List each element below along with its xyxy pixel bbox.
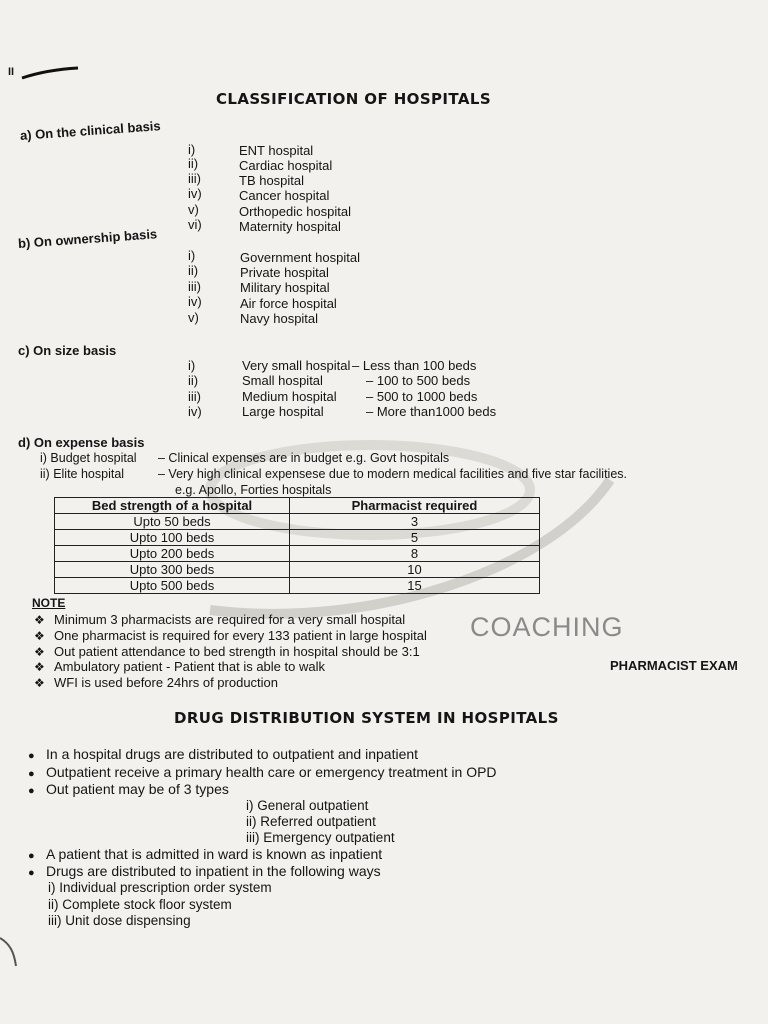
section-label-size: c) On size basis xyxy=(18,343,117,358)
bullet-text: A patient that is admitted in ward is known as inpatient xyxy=(46,846,383,862)
bullet-dot-icon: ● xyxy=(28,867,35,879)
note-line xyxy=(34,612,405,627)
size-name: Small hospital xyxy=(242,373,323,388)
roman-numeral: iv) xyxy=(188,294,202,309)
corner-swoosh xyxy=(20,66,80,80)
roman-numeral: ii) xyxy=(188,373,199,388)
roman-numeral: i) xyxy=(188,248,196,263)
bullet-item xyxy=(28,846,382,862)
diamond-bullet-icon: ❖ xyxy=(34,676,45,690)
table-cell: 5 xyxy=(290,530,540,546)
note-text: WFI is used before 24hrs of production xyxy=(54,675,279,690)
size-name: Medium hospital xyxy=(242,389,337,404)
list-item: Maternity hospital xyxy=(239,219,341,234)
table-cell: Upto 100 beds xyxy=(55,530,290,546)
expense-type: ii) Elite hospital xyxy=(40,467,125,481)
roman-numeral: v) xyxy=(188,310,199,325)
roman-numeral: i) xyxy=(188,142,196,157)
note-text: Out patient attendance to bed strength in hospital should be 3:1 xyxy=(54,644,420,659)
diamond-bullet-icon: ❖ xyxy=(34,660,45,674)
table-cell: 3 xyxy=(290,514,540,530)
table-cell: 8 xyxy=(290,546,540,562)
table-cell: Upto 300 beds xyxy=(55,562,290,578)
list-item: TB hospital xyxy=(239,173,305,188)
table-row xyxy=(55,530,540,546)
pharmacist-table xyxy=(54,497,540,594)
table-header-row xyxy=(55,498,540,514)
list-item: Private hospital xyxy=(240,265,329,280)
note-title: NOTE xyxy=(32,596,66,610)
roman-numeral: vi) xyxy=(188,217,202,232)
section-label-clinical: a) On the clinical basis xyxy=(19,118,162,143)
roman-numeral: iv) xyxy=(188,186,202,201)
bullet-dot-icon: ● xyxy=(28,785,35,797)
expense-detail: e.g. Apollo, Forties hospitals xyxy=(175,483,332,497)
distribution-way: ii) Complete stock floor system xyxy=(48,897,232,912)
section-title: DRUG DISTRIBUTION SYSTEM IN HOSPITALS xyxy=(174,709,559,727)
bullet-text: Drugs are distributed to inpatient in the following ways xyxy=(46,863,381,879)
bullet-item xyxy=(28,781,229,797)
corner-mark: II xyxy=(8,66,15,78)
size-detail: – 500 to 1000 beds xyxy=(366,389,478,404)
note-text: Ambulatory patient - Patient that is able to walk xyxy=(54,659,325,674)
list-item: Cancer hospital xyxy=(239,188,330,203)
outpatient-type: iii) Emergency outpatient xyxy=(246,830,395,845)
size-detail: – Less than 100 beds xyxy=(352,358,477,373)
coaching-watermark: COACHING xyxy=(470,612,624,642)
table-header-cell: Pharmacist required xyxy=(290,498,540,514)
note-text: Minimum 3 pharmacists are required for a very small hospital xyxy=(54,612,406,627)
section-label-ownership: b) On ownership basis xyxy=(17,226,158,251)
list-item: Cardiac hospital xyxy=(239,158,333,173)
roman-numeral: ii) xyxy=(188,156,199,171)
diamond-bullet-icon: ❖ xyxy=(34,645,45,659)
bullet-dot-icon: ● xyxy=(28,850,35,862)
note-line xyxy=(34,675,278,690)
list-item: Government hospital xyxy=(240,250,360,265)
table-cell: Upto 200 beds xyxy=(55,546,290,562)
note-text: One pharmacist is required for every 133 patient in large hospital xyxy=(54,628,427,643)
bullet-text: In a hospital drugs are distributed to outpatient and inpatient xyxy=(46,746,419,762)
table-cell: Upto 50 beds xyxy=(55,514,290,530)
bullet-text: Out patient may be of 3 types xyxy=(46,781,229,797)
table-header-cell: Bed strength of a hospital xyxy=(55,498,290,514)
size-detail: – 100 to 500 beds xyxy=(366,373,471,388)
note-line xyxy=(34,644,420,659)
size-detail: – More than1000 beds xyxy=(366,404,497,419)
list-item: Military hospital xyxy=(240,280,330,295)
roman-numeral: iii) xyxy=(188,171,201,186)
distribution-way: iii) Unit dose dispensing xyxy=(48,913,191,928)
bullet-item xyxy=(28,764,497,780)
roman-numeral: iii) xyxy=(188,279,201,294)
list-item: Orthopedic hospital xyxy=(239,204,352,219)
list-item: Air force hospital xyxy=(240,296,337,311)
table-row xyxy=(55,546,540,562)
diamond-bullet-icon: ❖ xyxy=(34,613,45,627)
distribution-way: i) Individual prescription order system xyxy=(48,880,272,895)
roman-numeral: iv) xyxy=(188,404,202,419)
roman-numeral: iii) xyxy=(188,389,201,404)
size-name: Large hospital xyxy=(242,404,324,419)
table-row xyxy=(55,578,540,594)
note-line xyxy=(34,659,325,674)
expense-detail: – Clinical expenses are in budget e.g. Govt hospitals xyxy=(158,451,450,465)
bullet-item xyxy=(28,863,381,879)
table-cell: 10 xyxy=(290,562,540,578)
list-item: ENT hospital xyxy=(239,143,314,158)
note-line xyxy=(34,628,427,643)
table-row xyxy=(55,562,540,578)
table-row xyxy=(55,514,540,530)
roman-numeral: v) xyxy=(188,202,199,217)
page-title: CLASSIFICATION OF HOSPITALS xyxy=(216,90,492,108)
table-cell: 15 xyxy=(290,578,540,594)
outpatient-type: i) General outpatient xyxy=(246,798,369,813)
bullet-text: Outpatient receive a primary health care or emergency treatment in OPD xyxy=(46,764,497,780)
expense-detail: – Very high clinical expensese due to modern medical facilities and five star facilities. xyxy=(158,467,627,481)
table-cell: Upto 500 beds xyxy=(55,578,290,594)
bullet-dot-icon: ● xyxy=(28,768,35,780)
diamond-bullet-icon: ❖ xyxy=(34,629,45,643)
roman-numeral: ii) xyxy=(188,263,199,278)
section-label-expense: d) On expense basis xyxy=(18,435,145,450)
outpatient-type: ii) Referred outpatient xyxy=(246,814,376,829)
exam-label: PHARMACIST EXAM xyxy=(610,658,738,673)
page-curl-shadow xyxy=(0,930,768,970)
bullet-dot-icon: ● xyxy=(28,750,35,762)
bullet-item xyxy=(28,746,418,762)
expense-type: i) Budget hospital xyxy=(40,451,137,465)
roman-numeral: i) xyxy=(188,358,196,373)
list-item: Navy hospital xyxy=(240,311,319,326)
size-name: Very small hospital xyxy=(242,358,351,373)
